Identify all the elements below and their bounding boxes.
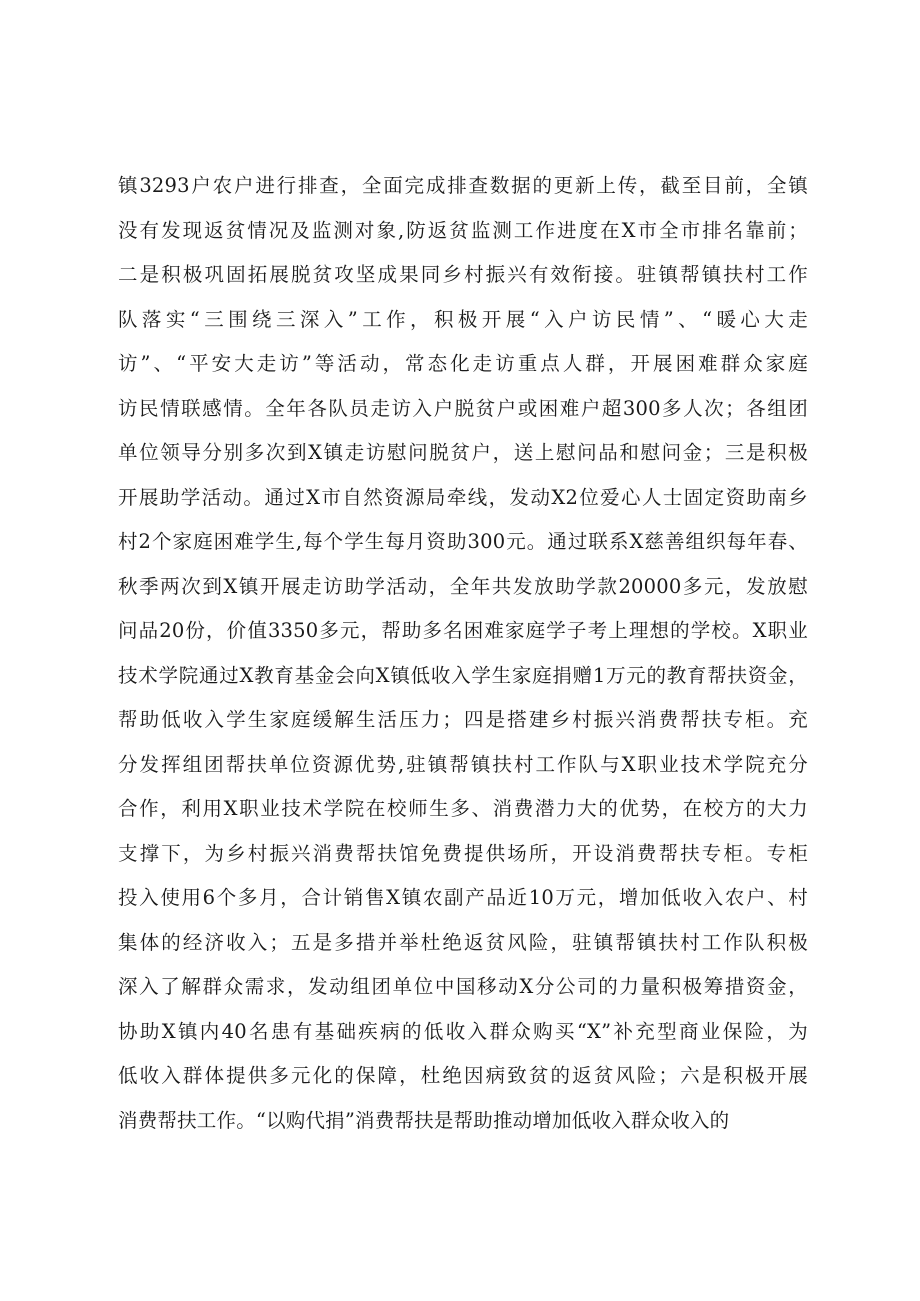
text-line: 深入了解群众需求，发动组团单位中国移动X分公司的力量积极筹措资金， bbox=[118, 975, 808, 998]
text-line: 镇3293户农户进行排查，全面完成排查数据的更新上传，截至目前，全镇 bbox=[118, 174, 808, 197]
text-line: 村2个家庭困难学生,每个学生每月资助300元。通过联系X慈善组织每年春、 bbox=[118, 530, 808, 553]
text-line: 分发挥组团帮扶单位资源优势,驻镇帮镇扶村工作队与X职业技术学院充分 bbox=[118, 752, 808, 776]
text-line: 队落实“三围绕三深入”工作，积极开展“入户访民情”、“暖心大走 bbox=[118, 307, 808, 331]
text-line: 合作，利用X职业技术学院在校师生多、消费潜力大的优势，在校方的大力 bbox=[118, 797, 808, 820]
text-line: 秋季两次到X镇开展走访助学活动，全年共发放助学款20000多元，发放慰 bbox=[118, 574, 808, 598]
text-line: 消费帮扶工作。“以购代捐”消费帮扶是帮助推动增加低收入群众收入的 bbox=[118, 1108, 730, 1132]
body-paragraph bbox=[118, 164, 808, 1143]
text-line: 技术学院通过X教育基金会向X镇低收入学生家庭捐赠1万元的教育帮扶资金， bbox=[118, 663, 808, 687]
text-line: 问品20份，价值3350多元，帮助多名困难家庭学子考上理想的学校。X职业 bbox=[118, 619, 808, 642]
text-line: 集体的经济收入；五是多措并举杜绝返贫风险，驻镇帮镇扶村工作队积极 bbox=[118, 930, 808, 954]
text-line: 单位领导分别多次到X镇走访慰问脱贫户，送上慰问品和慰问金；三是积极 bbox=[118, 441, 808, 464]
text-line: 访民情联感情。全年各队员走访入户脱贫户或困难户超300多人次；各组团 bbox=[118, 396, 808, 420]
text-line: 二是积极巩固拓展脱贫攻坚成果同乡村振兴有效衔接。驻镇帮镇扶村工作 bbox=[118, 263, 808, 286]
text-line: 没有发现返贫情况及监测对象,防返贫监测工作进度在X市全市排名靠前； bbox=[118, 218, 808, 242]
text-line: 访”、“平安大走访”等活动，常态化走访重点人群，开展困难群众家庭 bbox=[118, 352, 808, 375]
text-line: 帮助低收入学生家庭缓解生活压力；四是搭建乡村振兴消费帮扶专柜。充 bbox=[118, 708, 808, 731]
text-line: 支撑下，为乡村振兴消费帮扶馆免费提供场所，开设消费帮扶专柜。专柜 bbox=[118, 841, 808, 865]
text-line: 开展助学活动。通过X市自然资源局牵线，发动X2位爱心人士固定资助南乡 bbox=[118, 485, 808, 509]
text-line: 低收入群体提供多元化的保障，杜绝因病致贫的返贫风险；六是积极开展 bbox=[118, 1064, 808, 1087]
text-line: 投入使用6个多月，合计销售X镇农副产品近10万元，增加低收入农户、村 bbox=[118, 886, 808, 909]
text-line: 协助X镇内40名患有基础疾病的低收入群众购买“X”补充型商业保险，为 bbox=[118, 1019, 808, 1043]
